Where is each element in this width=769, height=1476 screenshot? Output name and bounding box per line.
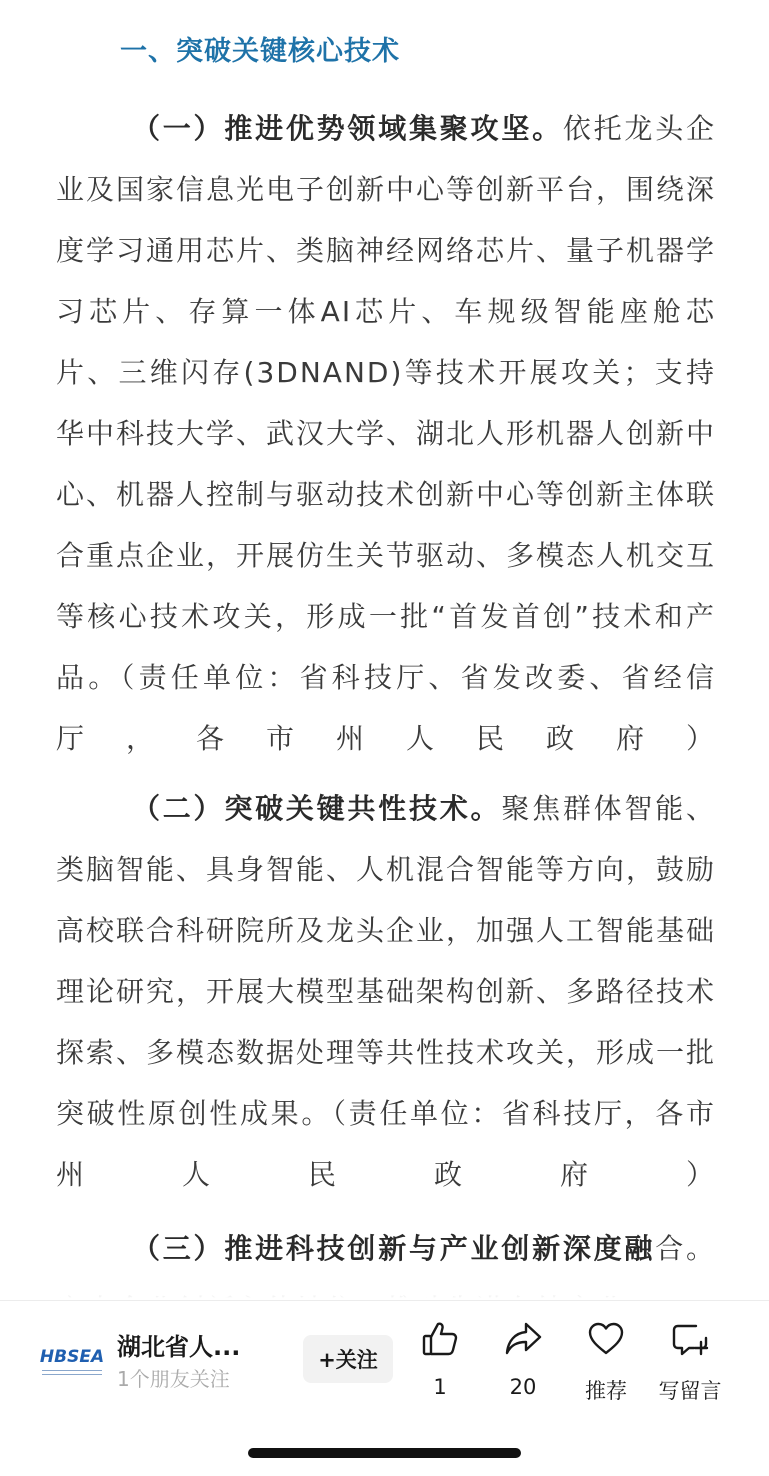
paragraph-body: 依托龙头企业及国家信息光电子创新中心等创新平台，围绕深度学习通用芯片、类脑神经网络芯片、量子机器学习芯片、存算一体AI芯片、车规级智能座舱芯片、三维闪存(3DNAND)等技术开展攻关；支持华中科技大学、武汉大学、湖北人形机器人创新中心、机器人控制与驱动技术创新中心等创新主体联合重点企业，开展仿生关节驱动、多模态人机交互等核心技术攻关，形成一批“首发首创”技术和产品。（责任单位：省科技厅、省发改委、省经信厅，各市州人民政府）	[56, 112, 717, 755]
thumbs-up-icon	[420, 1319, 460, 1359]
paragraph-body: 聚焦群体智能、类脑智能、具身智能、人机混合智能等方向，鼓励高校联合科研院所及龙头企业，加强人工智能基础理论研究，开展大模型基础架构创新、多路径技术探索、多模态数据处理等共性技术攻关，形成一批突破性原创性成果。（责任单位：省科技厅，各市州人民政府）	[56, 792, 717, 1191]
logo-wordmark: HBSEA	[39, 1347, 105, 1367]
paragraph-lead: （二）突破关键共性技术。	[132, 792, 502, 825]
write-comment-button[interactable]	[650, 1319, 730, 1405]
friends-following-count: 1个朋友关注	[117, 1367, 230, 1391]
account-name[interactable]: 湖北省人...	[117, 1333, 241, 1361]
paragraph-2	[56, 778, 716, 1205]
share-icon	[503, 1319, 543, 1359]
home-indicator[interactable]	[248, 1448, 521, 1458]
recommend-label: 推荐	[585, 1379, 627, 1403]
share-count: 20	[509, 1375, 537, 1399]
recommend-button[interactable]	[566, 1319, 646, 1405]
paragraph-lead: （三）推进科技创新与产业创新深度融	[132, 1232, 656, 1265]
paragraph-body: 合。	[655, 1232, 716, 1265]
paragraph-lead: （一）推进优势领域集聚攻坚。	[132, 112, 563, 145]
account-logo[interactable]	[40, 1343, 104, 1379]
paragraph-1	[56, 98, 716, 769]
section-title: 一、突破关键核心技术	[120, 36, 400, 67]
share-button[interactable]	[483, 1319, 563, 1399]
comment-icon	[670, 1319, 710, 1359]
write-comment-label: 写留言	[658, 1379, 722, 1403]
heart-icon	[586, 1319, 626, 1359]
like-button[interactable]	[400, 1319, 480, 1399]
logo-underline	[42, 1370, 102, 1375]
follow-button[interactable]: +关注	[303, 1335, 393, 1383]
like-count: 1	[433, 1375, 447, 1399]
